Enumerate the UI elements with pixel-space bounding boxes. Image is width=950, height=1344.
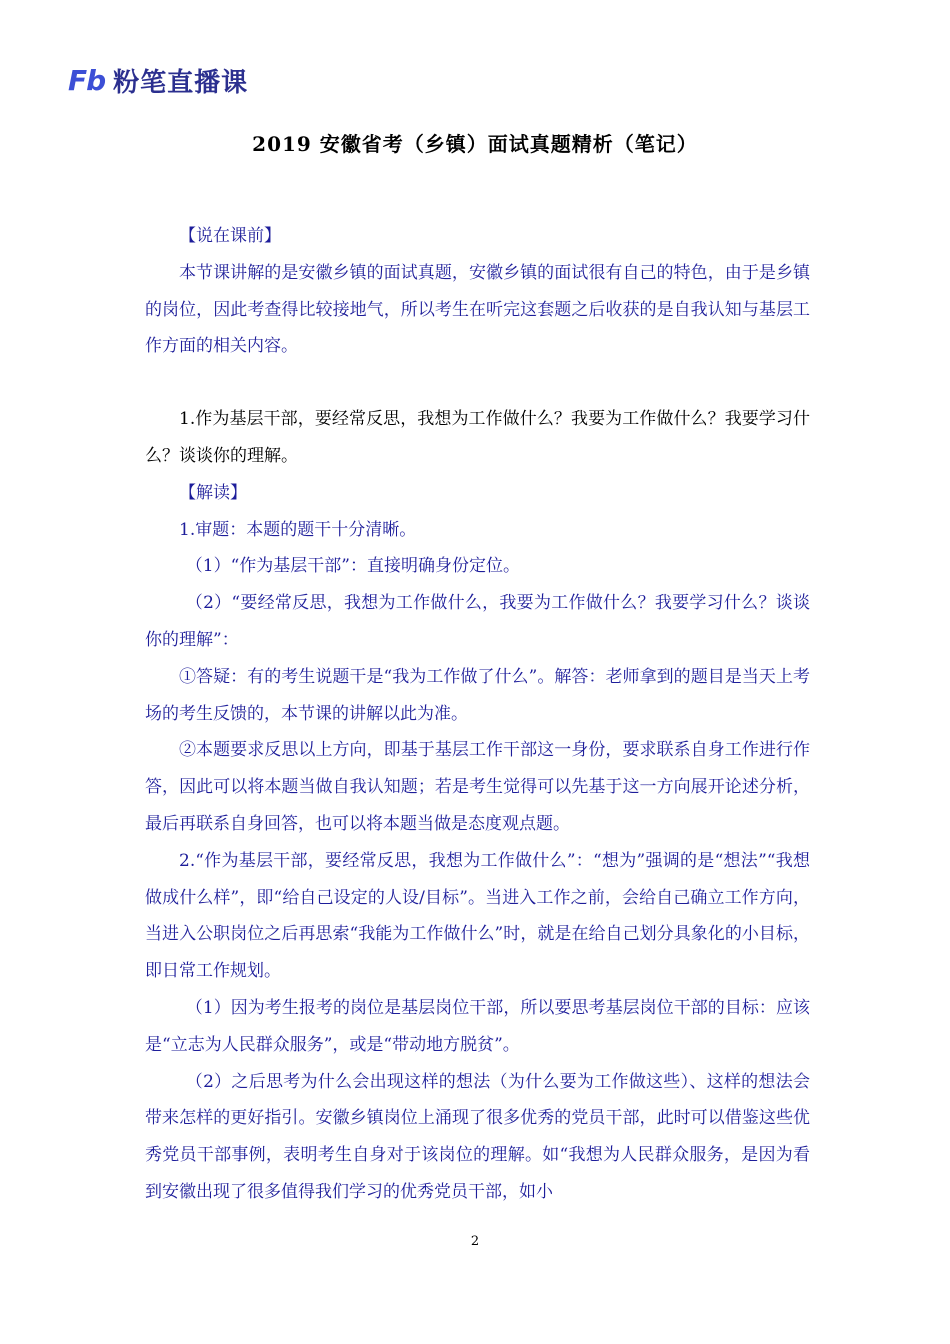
- analysis-paragraph: （2）“要经常反思，我想为工作做什么，我要为工作做什么？我要学习什么？谈谈你的理解”：: [145, 593, 810, 650]
- document-body: [145, 218, 810, 1211]
- document-title: 2019 安徽省考（乡镇）面试真题精析（笔记）: [252, 132, 698, 156]
- analysis-paragraph: （1）“作为基层干部”：直接明确身份定位。: [185, 556, 520, 577]
- fenbi-logo: [68, 62, 248, 99]
- page-number: 2: [470, 1234, 480, 1249]
- analysis-paragraph: （1）因为考生报考的岗位是基层岗位干部，所以要思考基层岗位干部的目标：应该是“立志为人民群众服务”，或是“带动地方脱贫”。: [145, 997, 810, 1055]
- section-heading-intro: 【说在课前】: [179, 226, 281, 246]
- section-heading-analysis: 【解读】: [179, 482, 247, 503]
- analysis-paragraph: ②本题要求反思以上方向，即基于基层工作干部这一身份，要求联系自身工作进行作答，因此可以将本题当做自我认知题；若是考生觉得可以先基于这一方向展开论述分析，最后再联系自身回答，也可以将本题当做是态度观点题。: [145, 740, 810, 834]
- analysis-paragraph: ①答疑：有的考生说题干是“我为工作做了什么”。解答：老师拿到的题目是当天上考场的考生反馈的，本节课的讲解以此为准。: [145, 666, 810, 724]
- question-1: 1.作为基层干部，要经常反思，我想为工作做什么？我要为工作做什么？我要学习什么？谈谈你的理解。: [145, 409, 810, 466]
- logo-text: 粉笔直播课: [113, 68, 249, 98]
- intro-paragraph: 本节课讲解的是安徽乡镇的面试真题，安徽乡镇的面试很有自己的特色，由于是乡镇的岗位，因此考查得比较接地气，所以考生在听完这套题之后收获的是自我认知与基层工作方面的相关内容。: [145, 262, 810, 357]
- analysis-paragraph: 1.审题：本题的题干十分清晰。: [179, 519, 417, 540]
- logo-mark: Fb: [68, 64, 106, 97]
- analysis-paragraph: 2.“作为基层干部，要经常反思，我想为工作做什么”：“想为”强调的是“想法”“我想做成什么样”，即“给自己设定的人设/目标”。当进入工作之前，会给自己确立工作方向，当进入公职岗位之后再思索“我能为工作做什么”时，就是在给自己划分具象化的小目标，即日常工作规划。: [145, 850, 810, 982]
- analysis-paragraph: （2）之后思考为什么会出现这样的想法（为什么要为工作做这些）、这样的想法会带来怎样的更好指引。安徽乡镇岗位上涌现了很多优秀的党员干部，此时可以借鉴这些优秀党员干部事例，表明考生自身对于该岗位的理解。如“我想为人民群众服务，是因为看到安徽出现了很多值得我们学习的优秀党员干部，如小: [145, 1071, 810, 1202]
